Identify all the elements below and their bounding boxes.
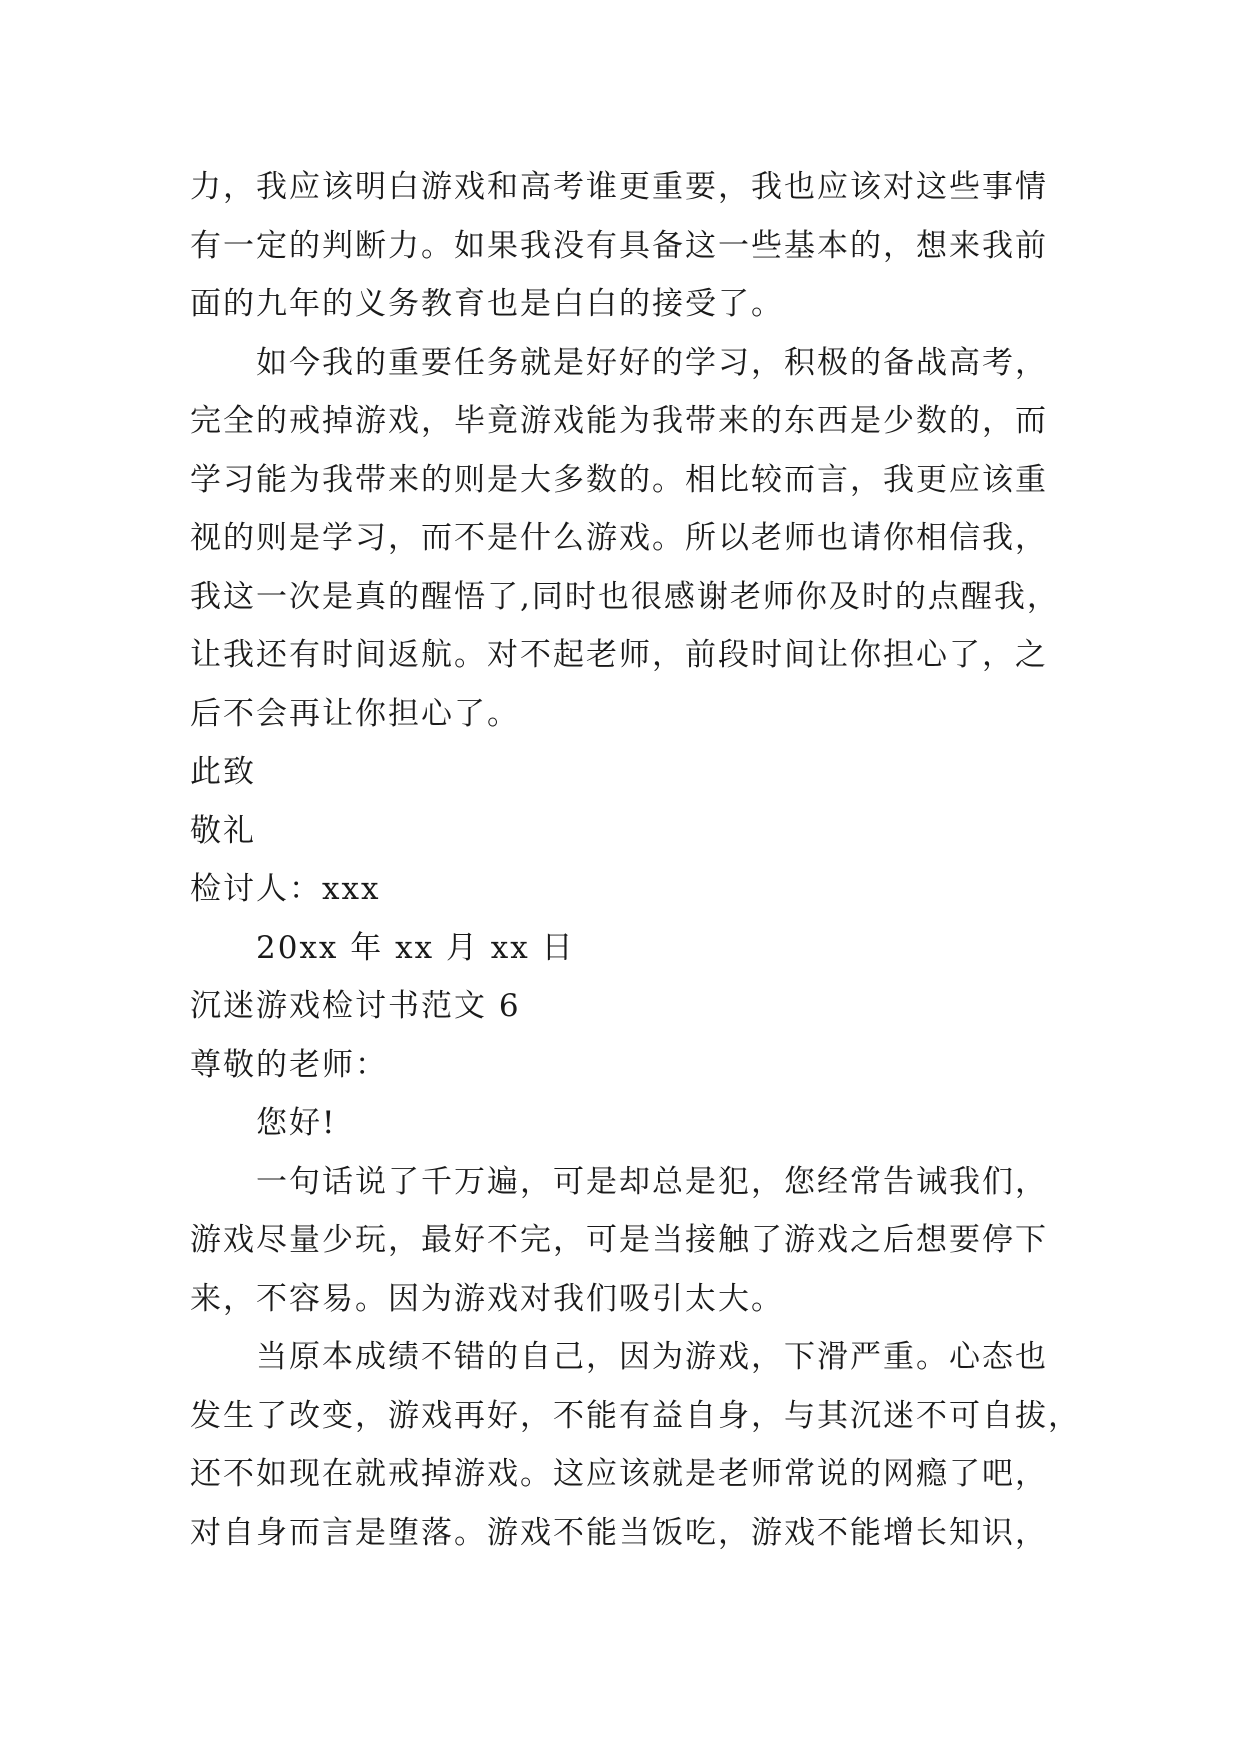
closing-salutation: 此致 [190,754,256,790]
text-line: 面的九年的义务教育也是白白的接受了。 [190,286,784,322]
section-title: 沉迷游戏检讨书范文 6 [190,988,521,1024]
date-line: 20xx 年 xx 月 xx 日 [256,929,575,966]
text-line: 来，不容易。因为游戏对我们吸引太大。 [190,1280,784,1317]
text-line: 有一定的判断力。如果我没有具备这一些基本的，想来我前 [190,227,1048,264]
text-line: 后不会再让你担心了。 [190,695,520,732]
text-line: 视的则是学习，而不是什么游戏。所以老师也请你相信我， [190,520,1048,556]
text-line: 发生了改变，游戏再好，不能有益自身，与其沉迷不可自拔， [190,1397,1081,1434]
paragraph-first-line: 如今我的重要任务就是好好的学习，积极的备战高考， [256,344,1048,381]
text-line: 力，我应该明白游戏和高考谁更重要，我也应该对这些事情 [190,169,1048,205]
closing-salutation: 敬礼 [190,812,256,849]
text-line: 对自身而言是堕落。游戏不能当饭吃，游戏不能增长知识， [190,1514,1048,1551]
greeting: 尊敬的老师： [190,1046,388,1083]
text-line: 还不如现在就戒掉游戏。这应该就是老师常说的网瘾了吧， [190,1456,1048,1492]
text-line: 我这一次是真的醒悟了,同时也很感谢老师你及时的点醒我， [190,578,1060,615]
paragraph-first-line: 当原本成绩不错的自己，因为游戏，下滑严重。心态也 [256,1339,1048,1375]
signature-line: 检讨人：xxx [190,871,381,907]
text-line: 让我还有时间返航。对不起老师，前段时间让你担心了，之 [190,637,1048,673]
text-line: 学习能为我带来的则是大多数的。相比较而言，我更应该重 [190,461,1048,498]
document-body [190,158,1081,1562]
text-line: 完全的戒掉游戏，毕竟游戏能为我带来的东西是少数的，而 [190,403,1048,439]
text-line: 游戏尽量少玩，最好不完，可是当接触了游戏之后想要停下 [190,1222,1048,1258]
greeting-line: 您好! [256,1105,337,1141]
paragraph-first-line: 一句话说了千万遍，可是却总是犯，您经常告诫我们， [256,1163,1048,1200]
